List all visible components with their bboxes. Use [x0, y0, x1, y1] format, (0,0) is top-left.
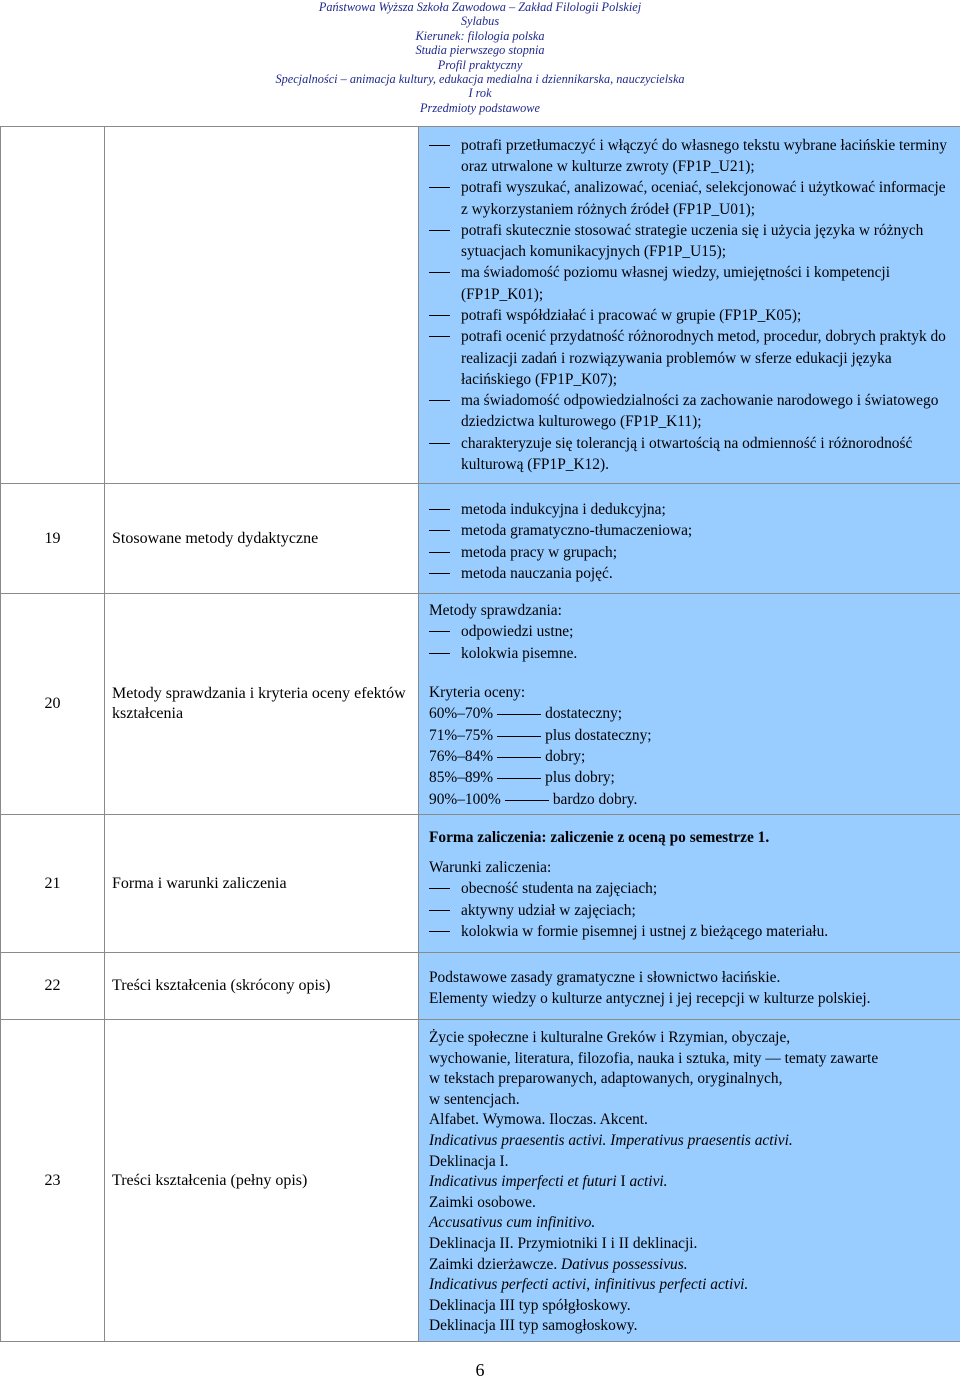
content-fragment: activi.	[629, 1173, 668, 1191]
content-fragment: Indicativus imperfecti et futuri	[429, 1173, 617, 1191]
dash-separator	[497, 757, 541, 758]
content-line: Zaimki osobowe.	[429, 1193, 536, 1211]
criteria-range: 85%–89%	[429, 769, 494, 787]
table-row-21	[1, 815, 960, 953]
row-number	[1, 127, 105, 484]
row-number: 23	[1, 1020, 105, 1342]
dash-separator	[497, 714, 541, 715]
content-line: Podstawowe zasady gramatyczne i słownictwo łacińskie.	[429, 968, 781, 986]
list-item: aktywny udział w zajęciach;	[429, 900, 954, 921]
content-line: Alfabet. Wymowa. Iloczas. Akcent.	[429, 1111, 648, 1129]
document-header	[0, 0, 960, 115]
dash-separator	[505, 800, 549, 801]
content-line: w tekstach preparowanych, adaptowanych, oryginalnych,	[429, 1070, 783, 1088]
content-line	[429, 1172, 954, 1193]
header-field: Kierunek: filologia polska	[415, 28, 545, 43]
row-label: Stosowane metody dydaktyczne	[105, 484, 419, 594]
list-item: potrafi przetłumaczyć i włączyć do własnego tekstu wybrane łacińskie terminy oraz utrwalone w kulturze zwroty (FP1P_U21);	[429, 135, 954, 178]
table-row-23	[1, 1020, 960, 1342]
syllabus-table	[0, 126, 960, 1342]
list-item: metoda pracy w grupach;	[429, 542, 954, 563]
completion-form: Forma zaliczenia: zaliczenie z oceną po semestrze 1.	[429, 828, 770, 846]
list-item: metoda indukcyjna i dedukcyjna;	[429, 499, 954, 520]
row-label	[105, 127, 419, 484]
teaching-methods-list	[429, 499, 954, 584]
criteria-grade: dobry;	[545, 747, 586, 765]
table-row-22	[1, 953, 960, 1020]
methods-title: Metody sprawdzania:	[429, 602, 562, 620]
learning-outcomes-cell	[419, 127, 960, 484]
learning-outcomes-list	[429, 135, 954, 476]
criteria-range: 71%–75%	[429, 726, 494, 744]
list-item: odpowiedzi ustne;	[429, 621, 954, 642]
list-item: charakteryzuje się tolerancją i otwartością na odmienność i różnorodność kulturową (FP1P_K12).	[429, 433, 954, 476]
row-label: Treści kształcenia (pełny opis)	[105, 1020, 419, 1342]
table-row-19	[1, 484, 960, 594]
criteria-range: 90%–100%	[429, 790, 501, 808]
row-label: Forma i warunki zaliczenia	[105, 815, 419, 953]
criteria-grade: plus dostateczny;	[545, 726, 652, 744]
list-item: kolokwia pisemne.	[429, 643, 954, 664]
grading-criteria	[429, 682, 954, 810]
header-level: Studia pierwszego stopnia	[415, 43, 545, 58]
row-label: Treści kształcenia (skrócony opis)	[105, 953, 419, 1020]
row-number: 20	[1, 594, 105, 815]
content-fragment: I	[616, 1173, 630, 1191]
list-item: potrafi skutecznie stosować strategie uczenia się i użycia języka w różnych sytuacjach komunikacyjnych (FP1P_U15);	[429, 220, 954, 263]
content-line: Accusativus cum infinitivo.	[429, 1214, 596, 1232]
teaching-methods-cell	[419, 484, 960, 594]
list-item: ma świadomość odpowiedzialności za zachowanie narodowego i światowego dziedzictwa kulturowego (FP1P_K11);	[429, 390, 954, 433]
list-item: ma świadomość poziomu własnej wiedzy, umiejętności i kompetencji (FP1P_K01);	[429, 262, 954, 305]
content-line: Deklinacja III typ spółgłoskowy.	[429, 1296, 631, 1314]
conditions-title: Warunki zaliczenia:	[429, 859, 552, 877]
content-line: w sentencjach.	[429, 1090, 520, 1108]
content-line: Elementy wiedzy o kulturze antycznej i jej recepcji w kulturze polskiej.	[429, 990, 871, 1007]
content-line	[429, 1255, 954, 1276]
header-subject-group: Przedmioty podstawowe	[420, 100, 540, 115]
criteria-grade: dostateczny;	[545, 705, 623, 723]
criteria-grade: bardzo dobry.	[552, 790, 638, 808]
short-content-cell	[419, 953, 960, 1020]
list-item: metoda gramatyczno-tłumaczeniowa;	[429, 520, 954, 541]
header-sylabus: Sylabus	[460, 14, 500, 29]
criteria-row	[429, 746, 954, 767]
header-institution: Państwowa Wyższa Szkoła Zawodowa – Zakład Filologii Polskiej	[318, 0, 642, 14]
list-item: kolokwia w formie pisemnej i ustnej z bieżącego materiału.	[429, 921, 954, 942]
criteria-range: 76%–84%	[429, 747, 494, 765]
full-content-cell	[419, 1020, 960, 1342]
content-fragment: Dativus possessivus.	[561, 1255, 688, 1273]
criteria-range: 60%–70%	[429, 705, 494, 723]
row-number: 21	[1, 815, 105, 953]
dash-separator	[497, 778, 541, 779]
assessment-cell	[419, 594, 960, 815]
header-specializations: Specjalności – animacja kultury, edukacja medialna i dziennikarska, nauczycielska	[275, 72, 685, 87]
content-line: wychowanie, literatura, filozofia, nauka i sztuka, mity — tematy zawarte	[429, 1049, 879, 1067]
content-line: Indicativus praesentis activi. Imperativus praesentis activi.	[429, 1132, 793, 1150]
content-line	[429, 1275, 954, 1296]
dash-separator	[497, 736, 541, 737]
criteria-row	[429, 725, 954, 746]
criteria-row	[429, 789, 954, 810]
list-item: potrafi wyszukać, analizować, oceniać, selekcjonować i użytkować informacje z wykorzystaniem różnych źródeł (FP1P_U01);	[429, 177, 954, 220]
content-fragment: Indicativus perfecti activi	[429, 1276, 587, 1294]
header-profile: Profil praktyczny	[437, 57, 523, 72]
criteria-row	[429, 703, 954, 724]
criteria-row	[429, 767, 954, 788]
completion-conditions-list	[429, 878, 954, 942]
list-item: obecność studenta na zajęciach;	[429, 878, 954, 899]
table-row-20	[1, 594, 960, 815]
criteria-grade: plus dobry;	[545, 769, 615, 787]
criteria-title: Kryteria oceny:	[429, 684, 526, 702]
content-fragment: ,	[586, 1276, 594, 1294]
page-number: 6	[475, 1360, 485, 1380]
content-line: Życie społeczne i kulturalne Greków i Rzymian, obyczaje,	[429, 1029, 791, 1047]
table-row-18	[1, 127, 960, 484]
list-item: metoda nauczania pojęć.	[429, 563, 954, 584]
completion-cell	[419, 815, 960, 953]
content-line: Deklinacja I.	[429, 1152, 509, 1170]
content-fragment: infinitivus perfecti activi.	[593, 1276, 749, 1294]
content-line: Deklinacja III typ samogłoskowy.	[429, 1317, 638, 1335]
header-year: I rok	[468, 86, 492, 101]
content-line: Deklinacja II. Przymiotniki I i II deklinacji.	[429, 1234, 698, 1252]
row-number: 19	[1, 484, 105, 594]
assessment-methods-list	[429, 621, 954, 664]
content-fragment: Zaimki dzierżawcze.	[429, 1255, 562, 1273]
list-item: potrafi ocenić przydatność różnorodnych metod, procedur, dobrych praktyk do realizacji zadań i rozwiązywania problemów w sferze edukacji języka łacińskiego (FP1P_K07);	[429, 326, 954, 390]
row-label: Metody sprawdzania i kryteria oceny efektów kształcenia	[105, 594, 419, 815]
list-item: potrafi współdziałać i pracować w grupie (FP1P_K05);	[429, 305, 954, 326]
row-number: 22	[1, 953, 105, 1020]
